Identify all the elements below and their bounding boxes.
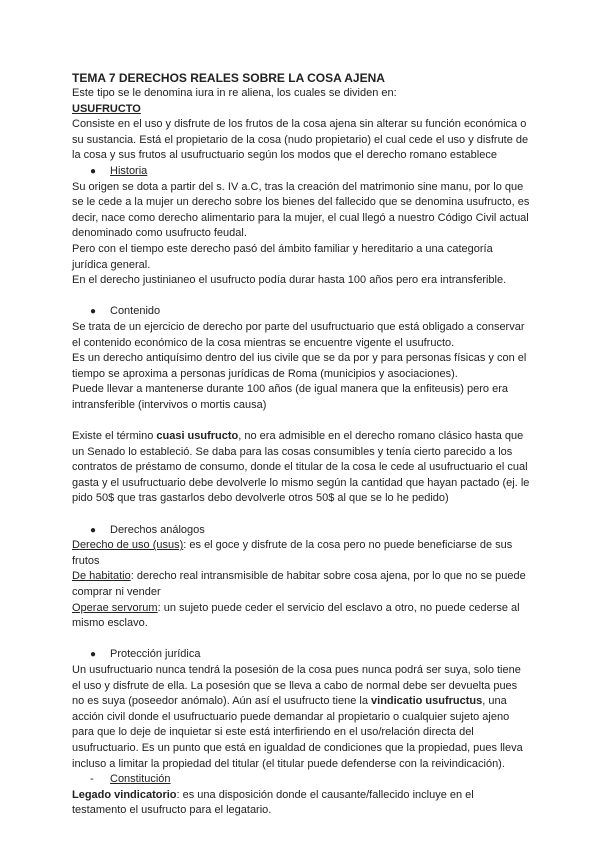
legado-vindicatorio-paragraph: Legado vindicatorio: es una disposición donde el causante/fallecido incluye en el testamento el usufructo para el legatario. [72,788,474,817]
habitatio-paragraph: De habitatio: derecho real intransmisible de habitar sobre cosa ajena, por lo que no se puede comprar ni vender [72,570,526,598]
heading-historia: Historia [110,164,148,177]
term-derecho-de-uso: Derecho de uso (usus) [72,539,184,552]
bullet-icon: ● [90,524,97,536]
heading-constitucion: Constitución [110,773,171,786]
contenido-paragraph-3: Puede llevar a mantenerse durante 100 años (de igual manera que la enfiteusis) pero era intransferible (intervivos o mortis causa) [72,383,508,411]
bullet-contenido [72,304,530,320]
dash-marker: - [90,773,94,786]
heading-contenido: Contenido [110,305,161,318]
bullet-derechos-analogos [72,523,530,539]
dash-constitucion [72,772,530,788]
historia-paragraph-1: Su origen se dota a partir del s. IV a.C, tras la creación del matrimonio sine manu, por lo que se le cede a la mujer un derecho sobre los bienes del fallecido que se denomina usufructo, es decir, nace como derecho alimentario para la mujer, el cual llegó a nuestro Código Civil actual denominado como usufructo feudal. [72,180,530,240]
term-habitatio: De habitatio [72,570,131,583]
bullet-icon: ● [90,165,97,177]
document-page [72,70,530,819]
section-heading-usufructo: USUFRUCTO [72,102,141,115]
contenido-paragraph-2: Es un derecho antiquísimo dentro del ius civile que se da por y para personas físicas y con el tiempo se aproxima a personas jurídicas de Roma (municipios y asociaciones). [72,352,527,380]
operae-servorum-paragraph: Operae servorum: un sujeto puede ceder el servicio del esclavo a otro, no puede cederse al mismo esclavo. [72,601,520,630]
term-vindicatio-usufructus: vindicatio usufructus [371,695,483,708]
definition-paragraph: Consiste en el uso y disfrute de los frutos de la cosa ajena sin alterar su función económica o su sustancia. Está el propietario de la cosa (nudo propietario) el cual cede el uso y disfrute de la cosa y sus frutos al usufructuario según los modos que el derecho romano establece [72,118,529,162]
heading-proteccion-juridica: Protección jurídica [110,648,201,661]
term-cuasi-usufructo: cuasi usufructo [156,430,239,443]
page-title: TEMA 7 DERECHOS REALES SOBRE LA COSA AJENA [72,71,385,85]
bullet-icon: ● [90,649,97,661]
contenido-paragraph-1: Se trata de un ejercicio de derecho por parte del usufructuario que está obligado a conservar el contenido económico de la cosa mientras se encuentre vigente el usufructo. [72,320,525,349]
derecho-de-uso-paragraph: Derecho de uso (usus): es el goce y disfrute de la cosa pero no puede beneficiarse de sus frutos [72,539,513,567]
bullet-icon: ● [90,306,97,318]
bullet-proteccion-juridica [72,647,530,663]
cuasi-usufructo-paragraph: Existe el término cuasi usufructo, no era admisible en el derecho romano clásico hasta que un Senado lo estableció. Se daba para las cosas consumibles y tenía cierto parecido a los contratos de préstamo de consumo, donde el titular de la cosa le cede al usufructuario el cual gasta y el usufructuario debe devolverle lo mismo según la cantidad que hayan pactado (ej. le pido 50$ que tras gastarlos debo devolverle otros 50$ al que se lo he pedido) [72,430,530,505]
term-legado-vindicatorio: Legado vindicatorio [72,788,177,801]
historia-paragraph-2: Pero con el tiempo este derecho pasó del ámbito familiar y hereditario a una categoría jurídica general. [72,242,493,271]
historia-paragraph-3: En el derecho justinianeo el usufructo podía durar hasta 100 años pero era intransferible. [72,274,507,287]
heading-derechos-analogos: Derechos análogos [110,523,205,536]
proteccion-paragraph: Un usufructuario nunca tendrá la posesión de la cosa pues nunca podrá ser suya, solo tiene el uso y disfrute de ella. La posesión que se lleva a cabo de normal debe ser devuelta pues no es suya (poseedor anómalo). Aún así el usufructo tiene la vindicatio usufructus, una acción civil donde el usufructuario puede demandar al propietario o cualquier sujeto ajeno para que lo deje de inquietar si este está interfiriendo en el uso/relación directa del usufructuario. Es un punto que está en igualdad de condiciones que la propiedad, pues lleva incluso a limitar la propiedad del titular (el titular puede defenderse con la reivindicación). [72,663,523,770]
bullet-historia [72,164,530,180]
term-operae-servorum: Operae servorum [72,601,158,614]
intro-text: Este tipo se le denomina iura in re aliena, los cuales se dividen en: [72,87,397,99]
